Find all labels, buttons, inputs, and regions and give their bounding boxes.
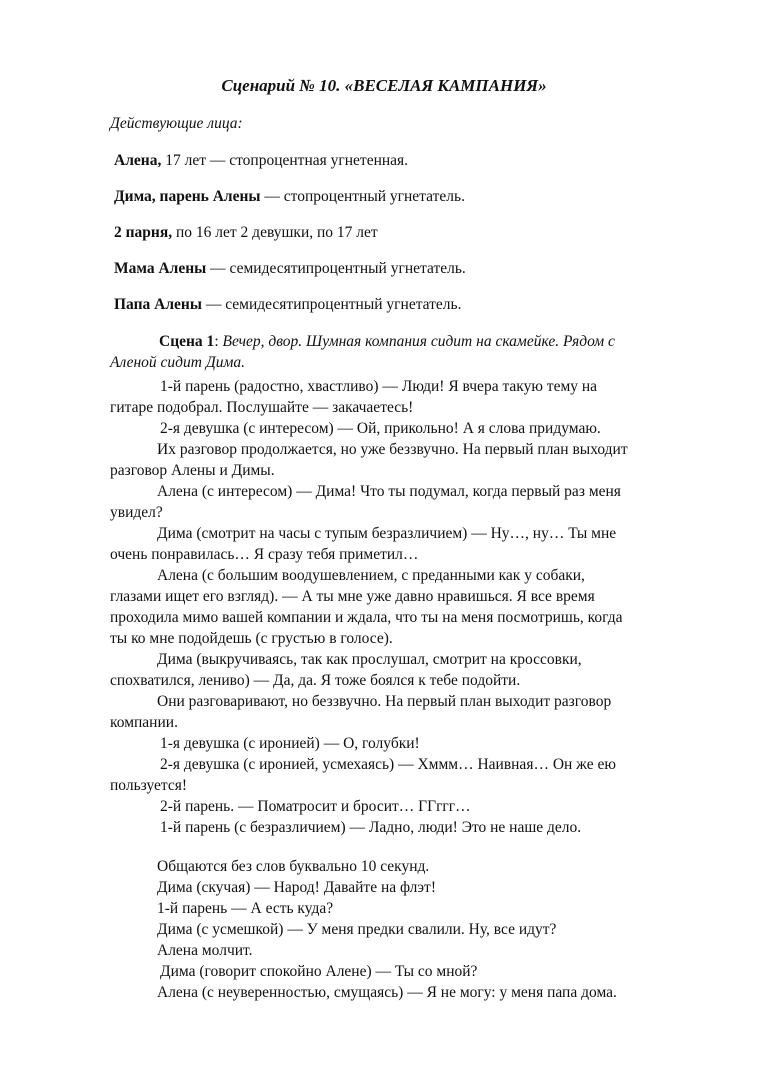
- scene-description-cont: Аленой сидит Дима.: [110, 354, 245, 371]
- dialogue-line: пользуется!: [110, 777, 188, 794]
- dialogue-line: Их разговор продолжается, но уже беззвучно. На первый план выходит: [157, 441, 628, 458]
- dialogue-line: Алена (с интересом) — Дима! Что ты подумал, когда первый раз меня: [157, 483, 621, 500]
- dialogue-line: Алена молчит.: [157, 942, 253, 959]
- dialogue-line: Они разговаривают, но беззвучно. На первый план выходит разговор: [157, 693, 612, 710]
- cast-desc: по 16 лет 2 девушки, по 17 лет: [172, 224, 378, 241]
- cast-item: [114, 295, 461, 315]
- dialogue-line: 2-я девушка (с иронией, усмехаясь) — Хммм… Наивная… Он же ею: [160, 756, 616, 773]
- dialogue-line: Дима (говорит спокойно Алене) — Ты со мной?: [160, 963, 478, 980]
- dialogue-line: очень понравилась… Я сразу тебя приметил…: [110, 546, 419, 563]
- dialogue-line: Алена (с неуверенностью, смущаясь) — Я не могу: у меня папа дома.: [157, 984, 617, 1001]
- cast-item: [114, 223, 378, 243]
- cast-desc: — семидесятипроцентный угнетатель.: [201, 296, 462, 313]
- cast-name: Папа Алены: [114, 296, 202, 313]
- cast-item: [114, 259, 466, 279]
- dialogue-line: Дима (с усмешкой) — У меня предки свалили. Ну, все идут?: [157, 921, 557, 938]
- cast-desc: 17 лет — стопроцентная угнетенная.: [161, 152, 409, 169]
- dialogue-line: разговор Алены и Димы.: [110, 462, 275, 479]
- dialogue-line: проходила мимо вашей компании и ждала, что ты на меня посмотришь, когда: [110, 609, 623, 626]
- cast-desc: — семидесятипроцентный угнетатель.: [206, 260, 466, 277]
- dialogue-line: 2-я девушка (с интересом) — Ой, прикольно! А я слова придумаю.: [160, 420, 601, 437]
- scene-description: Вечер, двор. Шумная компания сидит на скамейке. Рядом с: [222, 333, 615, 350]
- dialogue-line: ты ко мне подойдешь (с грустью в голосе).: [110, 630, 393, 647]
- dialogue-line: гитаре подобрал. Послушайте — закачаетесь!: [110, 399, 414, 416]
- cast-item: [114, 151, 408, 171]
- dialogue-line: компании.: [110, 714, 178, 731]
- dialogue-line: Алена (с большим воодушевлением, с преданными как у собаки,: [157, 567, 585, 584]
- dialogue-line: 1-я девушка (с иронией) — О, голубки!: [160, 735, 420, 752]
- scene-colon: :: [214, 333, 223, 350]
- scene-label: Сцена 1: [159, 333, 215, 350]
- dialogue-line: 1-й парень — А есть куда?: [157, 900, 334, 917]
- dialogue-line: Дима (выкручиваясь, так как прослушал, смотрит на кроссовки,: [157, 651, 582, 668]
- dialogue-line: Дима (скучая) — Народ! Давайте на флэт!: [157, 879, 436, 896]
- dialogue-line: 2-й парень. — Поматросит и бросит… ГГггг…: [160, 798, 471, 815]
- page-title: Сценарий № 10. «ВЕСЕЛАЯ КАМПАНИЯ»: [221, 76, 547, 95]
- cast-desc: — стопроцентный угнетатель.: [260, 188, 465, 205]
- cast-name: Дима, парень Алены: [114, 188, 261, 205]
- dialogue-line: спохватился, лениво) — Да, да. Я тоже боялся к тебе подойти.: [110, 672, 521, 689]
- scene-heading: [159, 332, 615, 352]
- cast-item: [114, 187, 465, 207]
- dialogue-line: глазами ищет его взгляд). — А ты мне уже давно нравишься. Я все время: [110, 588, 595, 605]
- dialogue-line: 1-й парень (радостно, хвастливо) — Люди! Я вчера такую тему на: [160, 378, 598, 395]
- cast-name: Алена,: [114, 152, 162, 169]
- dialogue-line: увидел?: [110, 504, 163, 521]
- dialogue-line: 1-й парень (с безразличием) — Ладно, люди! Это не наше дело.: [160, 819, 582, 836]
- cast-name: Мама Алены: [114, 260, 207, 277]
- cast-heading: Действующие лица:: [110, 115, 243, 132]
- dialogue-line: Дима (смотрит на часы с тупым безразличием) — Ну…, ну… Ты мне: [157, 525, 617, 542]
- cast-name: 2 парня,: [114, 224, 173, 241]
- dialogue-line: Общаются без слов буквально 10 секунд.: [157, 858, 430, 875]
